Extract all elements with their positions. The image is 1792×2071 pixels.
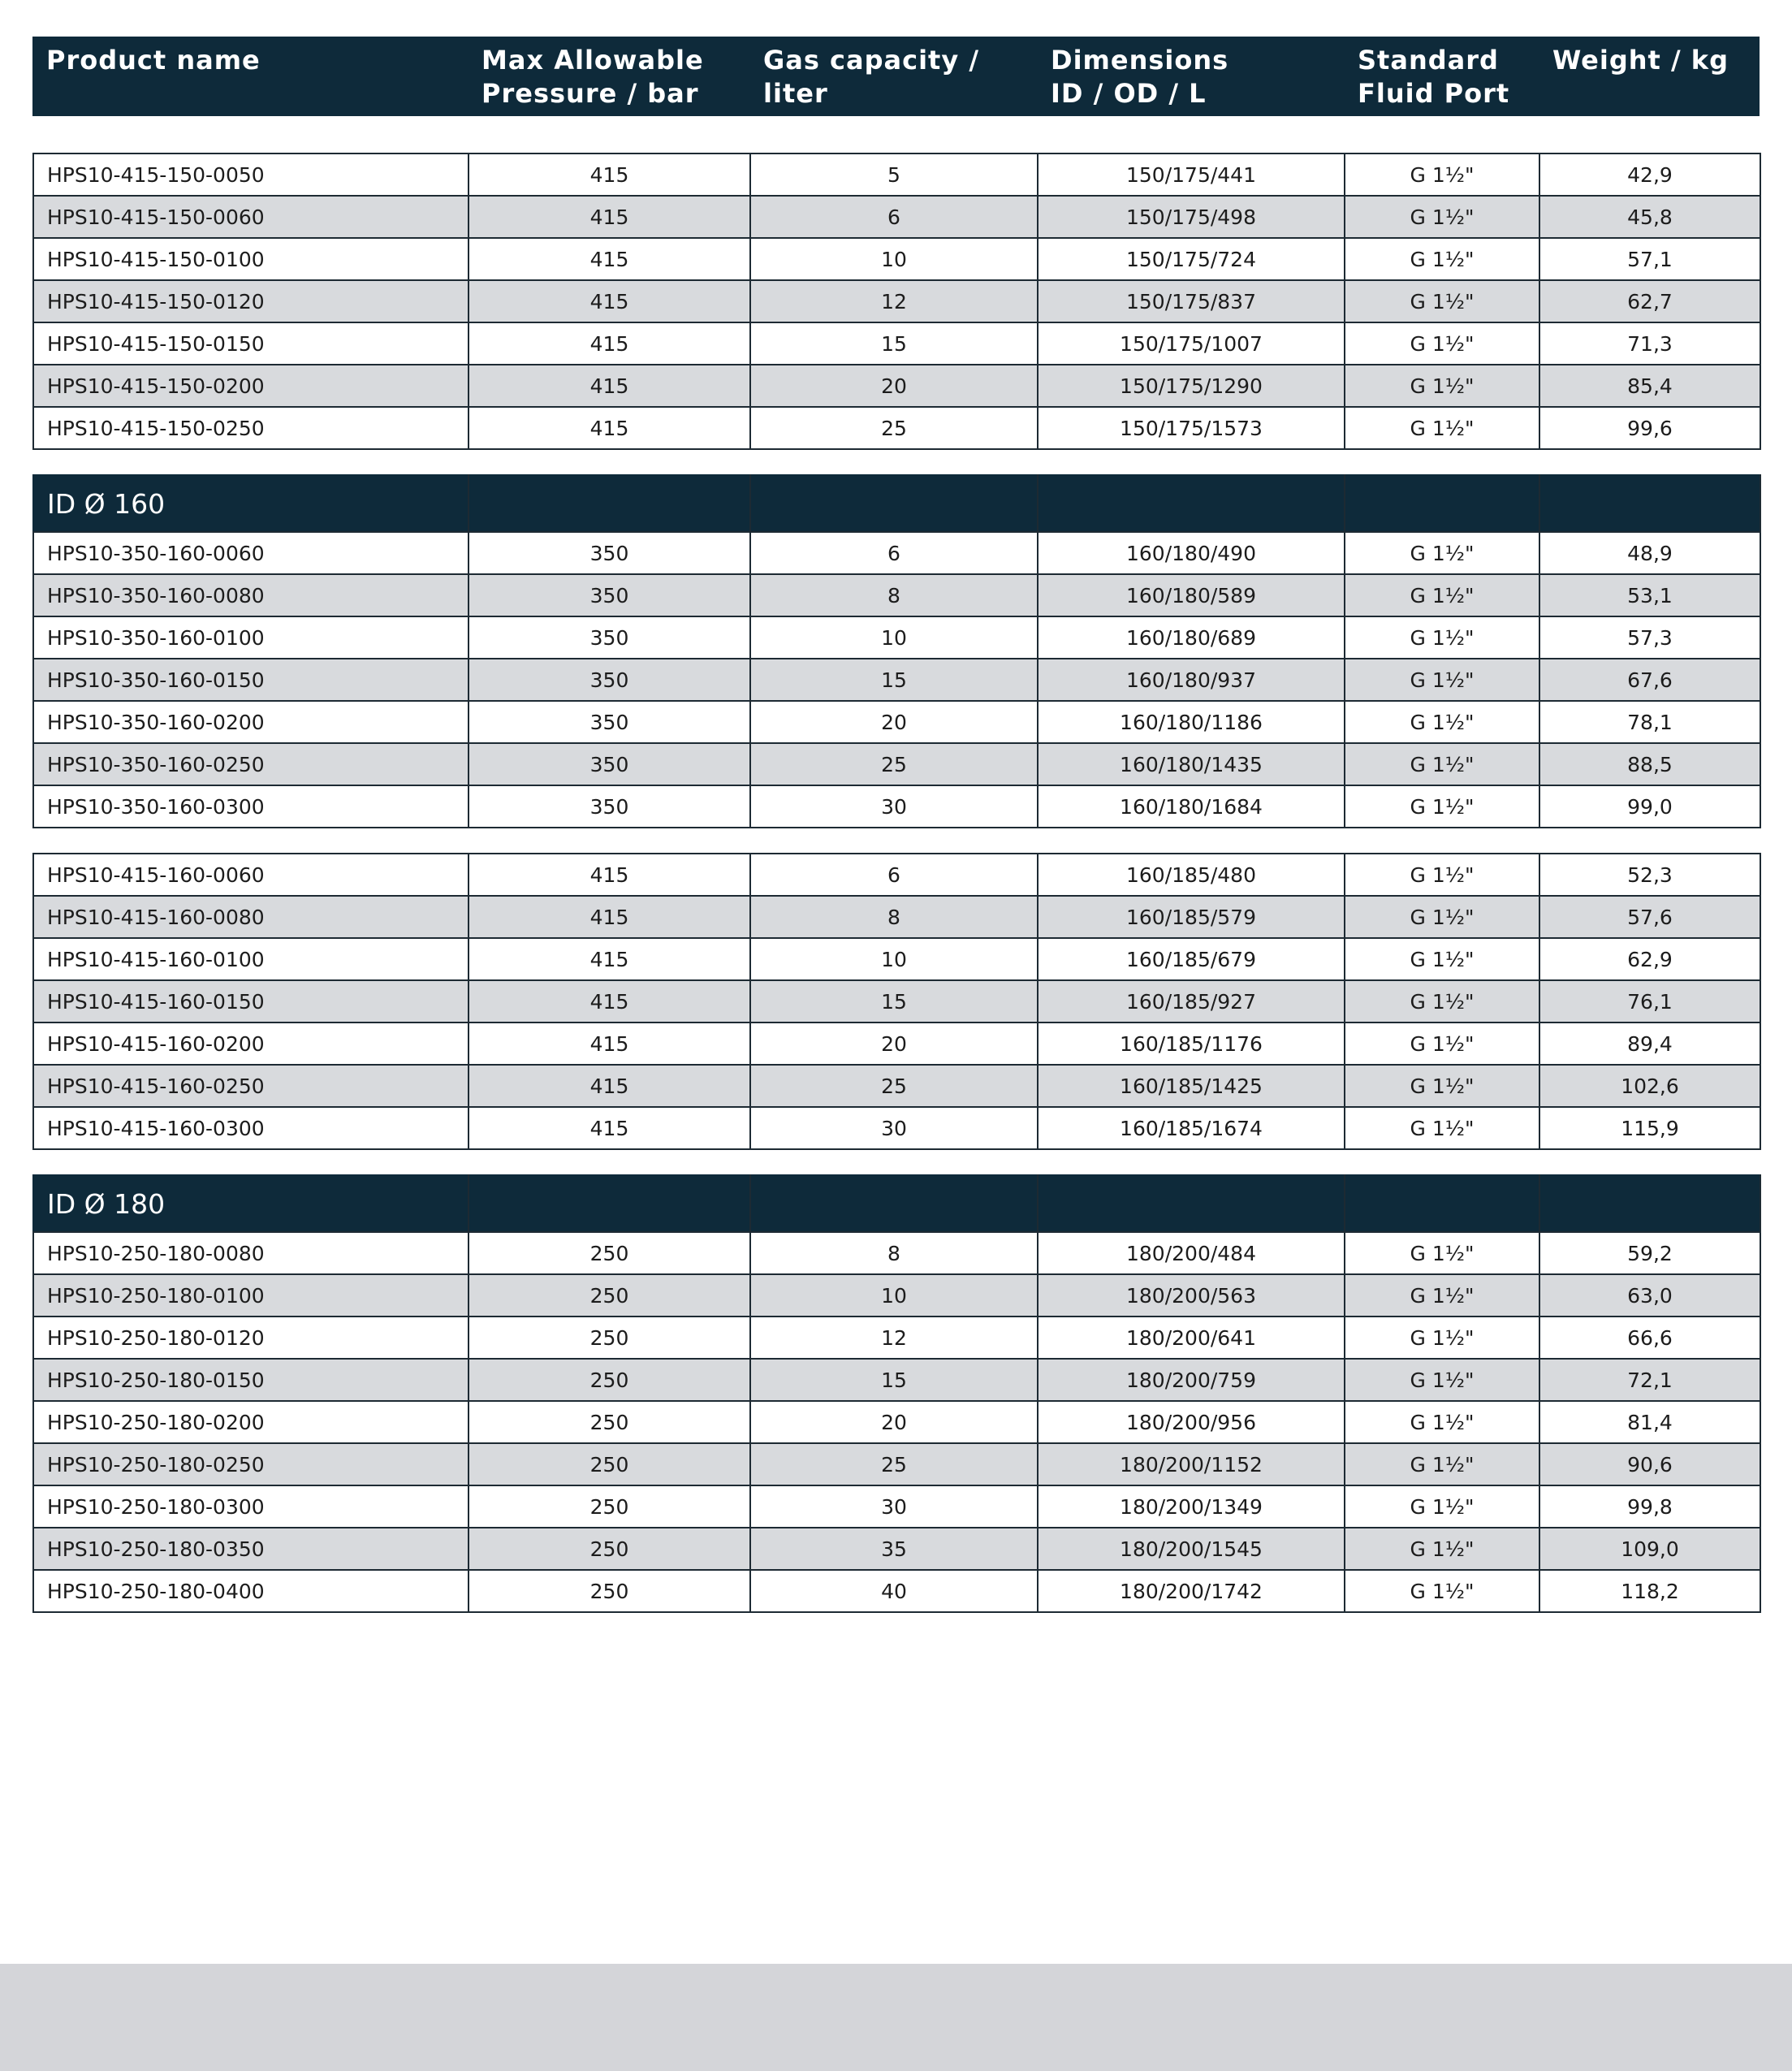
cell-dimensions: 180/200/484	[1038, 1232, 1345, 1274]
table-row	[33, 1570, 1760, 1612]
column-header-line: Max Allowable	[481, 45, 704, 76]
cell-fluid-port: G 1½"	[1345, 1107, 1539, 1149]
cell-weight: 99,0	[1539, 785, 1760, 828]
cell-fluid-port: G 1½"	[1345, 1443, 1539, 1485]
column-header-line: liter	[763, 78, 828, 109]
cell-max-pressure: 350	[469, 532, 750, 574]
table-row	[33, 280, 1760, 322]
cell-fluid-port: G 1½"	[1345, 365, 1539, 407]
cell-product-name: HPS10-250-180-0350	[33, 1528, 469, 1570]
cell-dimensions: 160/180/1684	[1038, 785, 1345, 828]
cell-fluid-port: G 1½"	[1345, 896, 1539, 938]
table-row	[33, 153, 1760, 196]
cell-max-pressure: 350	[469, 574, 750, 616]
cell-weight: 62,7	[1539, 280, 1760, 322]
section-cell	[750, 1175, 1038, 1232]
table-row	[33, 1065, 1760, 1107]
cell-gas-capacity: 10	[750, 1274, 1038, 1317]
table-header	[32, 37, 1760, 116]
cell-fluid-port: G 1½"	[1345, 574, 1539, 616]
table-row	[33, 701, 1760, 743]
cell-product-name: HPS10-415-160-0080	[33, 896, 469, 938]
cell-dimensions: 160/185/579	[1038, 896, 1345, 938]
table-row	[33, 1317, 1760, 1359]
cell-weight: 118,2	[1539, 1570, 1760, 1612]
table-row	[33, 1359, 1760, 1401]
cell-weight: 99,8	[1539, 1485, 1760, 1528]
cell-gas-capacity: 6	[750, 854, 1038, 896]
cell-max-pressure: 250	[469, 1317, 750, 1359]
table-row	[33, 1274, 1760, 1317]
section-cell	[1345, 1175, 1539, 1232]
cell-gas-capacity: 20	[750, 365, 1038, 407]
section-cell	[1539, 1175, 1760, 1232]
cell-product-name: HPS10-350-160-0080	[33, 574, 469, 616]
cell-weight: 57,6	[1539, 896, 1760, 938]
header-row	[32, 37, 1760, 116]
product-table-sheet	[32, 37, 1760, 1613]
cell-product-name: HPS10-350-160-0150	[33, 659, 469, 701]
cell-max-pressure: 415	[469, 854, 750, 896]
cell-weight: 88,5	[1539, 743, 1760, 785]
cell-fluid-port: G 1½"	[1345, 1528, 1539, 1570]
cell-fluid-port: G 1½"	[1345, 701, 1539, 743]
table-row	[33, 854, 1760, 896]
table-row	[33, 785, 1760, 828]
cell-dimensions: 180/200/1152	[1038, 1443, 1345, 1485]
table-row	[33, 365, 1760, 407]
section-cell	[1038, 475, 1345, 532]
cell-gas-capacity: 25	[750, 407, 1038, 449]
cell-gas-capacity: 15	[750, 1359, 1038, 1401]
cell-product-name: HPS10-250-180-0300	[33, 1485, 469, 1528]
cell-max-pressure: 415	[469, 365, 750, 407]
cell-gas-capacity: 10	[750, 938, 1038, 980]
cell-fluid-port: G 1½"	[1345, 854, 1539, 896]
table-row	[33, 743, 1760, 785]
cell-max-pressure: 415	[469, 1065, 750, 1107]
cell-weight: 57,1	[1539, 238, 1760, 280]
table-row	[33, 322, 1760, 365]
cell-max-pressure: 415	[469, 896, 750, 938]
cell-dimensions: 160/180/1186	[1038, 701, 1345, 743]
cell-max-pressure: 415	[469, 280, 750, 322]
cell-product-name: HPS10-415-150-0060	[33, 196, 469, 238]
column-header-gas-capacity	[749, 37, 1037, 116]
cell-weight: 81,4	[1539, 1401, 1760, 1443]
cell-max-pressure: 250	[469, 1443, 750, 1485]
cell-gas-capacity: 25	[750, 1065, 1038, 1107]
table-row	[33, 1023, 1760, 1065]
cell-weight: 76,1	[1539, 980, 1760, 1023]
cell-product-name: HPS10-415-150-0150	[33, 322, 469, 365]
cell-weight: 42,9	[1539, 153, 1760, 196]
cell-fluid-port: G 1½"	[1345, 1232, 1539, 1274]
cell-max-pressure: 350	[469, 701, 750, 743]
column-header-line: Product name	[46, 45, 261, 76]
column-header-line: Pressure / bar	[481, 78, 699, 109]
column-header-line: Dimensions	[1051, 45, 1229, 76]
column-header-line: Weight / kg	[1552, 45, 1729, 76]
section-header-row	[33, 1175, 1760, 1232]
column-header-line: Fluid Port	[1358, 78, 1510, 109]
cell-weight: 67,6	[1539, 659, 1760, 701]
cell-dimensions: 160/180/937	[1038, 659, 1345, 701]
table-row	[33, 1485, 1760, 1528]
cell-gas-capacity: 8	[750, 574, 1038, 616]
cell-gas-capacity: 6	[750, 196, 1038, 238]
cell-weight: 66,6	[1539, 1317, 1760, 1359]
cell-product-name: HPS10-350-160-0200	[33, 701, 469, 743]
cell-product-name: HPS10-350-160-0250	[33, 743, 469, 785]
cell-gas-capacity: 8	[750, 1232, 1038, 1274]
cell-gas-capacity: 30	[750, 1107, 1038, 1149]
cell-dimensions: 150/175/837	[1038, 280, 1345, 322]
cell-gas-capacity: 15	[750, 980, 1038, 1023]
cell-fluid-port: G 1½"	[1345, 532, 1539, 574]
cell-product-name: HPS10-350-160-0060	[33, 532, 469, 574]
column-header-dimensions	[1037, 37, 1344, 116]
cell-dimensions: 160/180/689	[1038, 616, 1345, 659]
cell-fluid-port: G 1½"	[1345, 153, 1539, 196]
cell-gas-capacity: 15	[750, 322, 1038, 365]
cell-gas-capacity: 40	[750, 1570, 1038, 1612]
cell-max-pressure: 350	[469, 659, 750, 701]
table-group	[32, 474, 1760, 828]
table-row	[33, 980, 1760, 1023]
table-group	[32, 153, 1760, 450]
cell-product-name: HPS10-415-150-0200	[33, 365, 469, 407]
cell-dimensions: 180/200/1349	[1038, 1485, 1345, 1528]
cell-fluid-port: G 1½"	[1345, 980, 1539, 1023]
table-row	[33, 1232, 1760, 1274]
cell-gas-capacity: 20	[750, 701, 1038, 743]
cell-fluid-port: G 1½"	[1345, 659, 1539, 701]
cell-product-name: HPS10-250-180-0200	[33, 1401, 469, 1443]
cell-gas-capacity: 12	[750, 1317, 1038, 1359]
cell-max-pressure: 250	[469, 1401, 750, 1443]
cell-product-name: HPS10-415-160-0300	[33, 1107, 469, 1149]
cell-max-pressure: 350	[469, 616, 750, 659]
table-row	[33, 1528, 1760, 1570]
cell-max-pressure: 250	[469, 1570, 750, 1612]
table-row	[33, 1401, 1760, 1443]
cell-weight: 53,1	[1539, 574, 1760, 616]
cell-dimensions: 180/200/1742	[1038, 1570, 1345, 1612]
table-row	[33, 1107, 1760, 1149]
cell-dimensions: 160/180/589	[1038, 574, 1345, 616]
cell-dimensions: 180/200/641	[1038, 1317, 1345, 1359]
table-row	[33, 938, 1760, 980]
cell-product-name: HPS10-415-150-0100	[33, 238, 469, 280]
cell-dimensions: 160/185/679	[1038, 938, 1345, 980]
cell-gas-capacity: 10	[750, 616, 1038, 659]
cell-gas-capacity: 25	[750, 1443, 1038, 1485]
column-header-fluid-port	[1344, 37, 1539, 116]
cell-gas-capacity: 20	[750, 1401, 1038, 1443]
cell-weight: 115,9	[1539, 1107, 1760, 1149]
table-row	[33, 196, 1760, 238]
cell-product-name: HPS10-415-160-0100	[33, 938, 469, 980]
cell-dimensions: 160/185/1425	[1038, 1065, 1345, 1107]
cell-fluid-port: G 1½"	[1345, 938, 1539, 980]
cell-dimensions: 150/175/498	[1038, 196, 1345, 238]
cell-product-name: HPS10-250-180-0400	[33, 1570, 469, 1612]
cell-product-name: HPS10-415-150-0050	[33, 153, 469, 196]
table-row	[33, 659, 1760, 701]
cell-fluid-port: G 1½"	[1345, 196, 1539, 238]
cell-weight: 62,9	[1539, 938, 1760, 980]
cell-dimensions: 160/180/1435	[1038, 743, 1345, 785]
cell-gas-capacity: 5	[750, 153, 1038, 196]
cell-product-name: HPS10-415-150-0250	[33, 407, 469, 449]
cell-weight: 99,6	[1539, 407, 1760, 449]
column-header-line: ID / OD / L	[1051, 78, 1207, 109]
section-cell	[1539, 475, 1760, 532]
cell-max-pressure: 250	[469, 1274, 750, 1317]
table-row	[33, 616, 1760, 659]
cell-gas-capacity: 8	[750, 896, 1038, 938]
cell-fluid-port: G 1½"	[1345, 280, 1539, 322]
cell-fluid-port: G 1½"	[1345, 1065, 1539, 1107]
section-header-row	[33, 475, 1760, 532]
cell-max-pressure: 250	[469, 1232, 750, 1274]
section-cell	[1038, 1175, 1345, 1232]
cell-dimensions: 160/185/1674	[1038, 1107, 1345, 1149]
cell-fluid-port: G 1½"	[1345, 1401, 1539, 1443]
cell-weight: 85,4	[1539, 365, 1760, 407]
cell-weight: 57,3	[1539, 616, 1760, 659]
cell-max-pressure: 350	[469, 743, 750, 785]
table-row	[33, 238, 1760, 280]
column-header-max-pressure	[468, 37, 749, 116]
cell-dimensions: 180/200/956	[1038, 1401, 1345, 1443]
cell-dimensions: 180/200/759	[1038, 1359, 1345, 1401]
cell-product-name: HPS10-415-160-0250	[33, 1065, 469, 1107]
cell-weight: 102,6	[1539, 1065, 1760, 1107]
cell-product-name: HPS10-250-180-0100	[33, 1274, 469, 1317]
cell-dimensions: 150/175/724	[1038, 238, 1345, 280]
cell-dimensions: 150/175/1290	[1038, 365, 1345, 407]
section-cell	[469, 475, 750, 532]
table-row	[33, 574, 1760, 616]
cell-weight: 63,0	[1539, 1274, 1760, 1317]
cell-gas-capacity: 30	[750, 785, 1038, 828]
cell-dimensions: 150/175/1573	[1038, 407, 1345, 449]
section-cell	[469, 1175, 750, 1232]
cell-fluid-port: G 1½"	[1345, 1274, 1539, 1317]
cell-fluid-port: G 1½"	[1345, 616, 1539, 659]
cell-gas-capacity: 30	[750, 1485, 1038, 1528]
cell-dimensions: 160/185/927	[1038, 980, 1345, 1023]
cell-fluid-port: G 1½"	[1345, 743, 1539, 785]
column-header-product-name	[32, 37, 468, 116]
cell-max-pressure: 415	[469, 196, 750, 238]
table-row	[33, 1443, 1760, 1485]
cell-weight: 52,3	[1539, 854, 1760, 896]
cell-product-name: HPS10-415-160-0200	[33, 1023, 469, 1065]
column-header-weight	[1539, 37, 1760, 116]
cell-max-pressure: 415	[469, 153, 750, 196]
cell-weight: 72,1	[1539, 1359, 1760, 1401]
cell-max-pressure: 415	[469, 238, 750, 280]
cell-weight: 59,2	[1539, 1232, 1760, 1274]
cell-max-pressure: 415	[469, 322, 750, 365]
cell-weight: 78,1	[1539, 701, 1760, 743]
cell-max-pressure: 250	[469, 1359, 750, 1401]
cell-max-pressure: 415	[469, 980, 750, 1023]
cell-product-name: HPS10-250-180-0250	[33, 1443, 469, 1485]
table-body	[32, 153, 1760, 1613]
cell-weight: 89,4	[1539, 1023, 1760, 1065]
table-row	[33, 896, 1760, 938]
section-title: ID Ø 180	[33, 1175, 469, 1232]
cell-gas-capacity: 15	[750, 659, 1038, 701]
cell-fluid-port: G 1½"	[1345, 1317, 1539, 1359]
cell-product-name: HPS10-415-150-0120	[33, 280, 469, 322]
cell-product-name: HPS10-250-180-0150	[33, 1359, 469, 1401]
cell-dimensions: 150/175/441	[1038, 153, 1345, 196]
table-group	[32, 853, 1760, 1150]
cell-max-pressure: 250	[469, 1485, 750, 1528]
cell-weight: 71,3	[1539, 322, 1760, 365]
table-row	[33, 532, 1760, 574]
cell-gas-capacity: 10	[750, 238, 1038, 280]
cell-dimensions: 160/185/1176	[1038, 1023, 1345, 1065]
cell-gas-capacity: 25	[750, 743, 1038, 785]
cell-max-pressure: 415	[469, 407, 750, 449]
cell-dimensions: 180/200/1545	[1038, 1528, 1345, 1570]
cell-max-pressure: 250	[469, 1528, 750, 1570]
cell-product-name: HPS10-250-180-0080	[33, 1232, 469, 1274]
cell-max-pressure: 350	[469, 785, 750, 828]
table-group	[32, 1174, 1760, 1613]
cell-weight: 109,0	[1539, 1528, 1760, 1570]
cell-fluid-port: G 1½"	[1345, 785, 1539, 828]
section-cell	[750, 475, 1038, 532]
cell-dimensions: 150/175/1007	[1038, 322, 1345, 365]
cell-product-name: HPS10-415-160-0150	[33, 980, 469, 1023]
cell-product-name: HPS10-350-160-0100	[33, 616, 469, 659]
cell-max-pressure: 415	[469, 1107, 750, 1149]
section-title: ID Ø 160	[33, 475, 469, 532]
column-header-line: Standard	[1358, 45, 1499, 76]
cell-product-name: HPS10-250-180-0120	[33, 1317, 469, 1359]
cell-fluid-port: G 1½"	[1345, 1570, 1539, 1612]
cell-fluid-port: G 1½"	[1345, 1359, 1539, 1401]
column-header-line: Gas capacity /	[763, 45, 980, 76]
cell-max-pressure: 415	[469, 938, 750, 980]
cell-max-pressure: 415	[469, 1023, 750, 1065]
section-cell	[1345, 475, 1539, 532]
cell-fluid-port: G 1½"	[1345, 1023, 1539, 1065]
cell-weight: 45,8	[1539, 196, 1760, 238]
cell-gas-capacity: 35	[750, 1528, 1038, 1570]
cell-fluid-port: G 1½"	[1345, 1485, 1539, 1528]
cell-gas-capacity: 12	[750, 280, 1038, 322]
cell-product-name: HPS10-415-160-0060	[33, 854, 469, 896]
cell-weight: 90,6	[1539, 1443, 1760, 1485]
cell-fluid-port: G 1½"	[1345, 407, 1539, 449]
cell-gas-capacity: 6	[750, 532, 1038, 574]
cell-gas-capacity: 20	[750, 1023, 1038, 1065]
cell-dimensions: 160/185/480	[1038, 854, 1345, 896]
cell-dimensions: 180/200/563	[1038, 1274, 1345, 1317]
cell-weight: 48,9	[1539, 532, 1760, 574]
cell-product-name: HPS10-350-160-0300	[33, 785, 469, 828]
cell-dimensions: 160/180/490	[1038, 532, 1345, 574]
cell-fluid-port: G 1½"	[1345, 322, 1539, 365]
table-row	[33, 407, 1760, 449]
cell-fluid-port: G 1½"	[1345, 238, 1539, 280]
footer-band	[0, 1964, 1792, 2071]
